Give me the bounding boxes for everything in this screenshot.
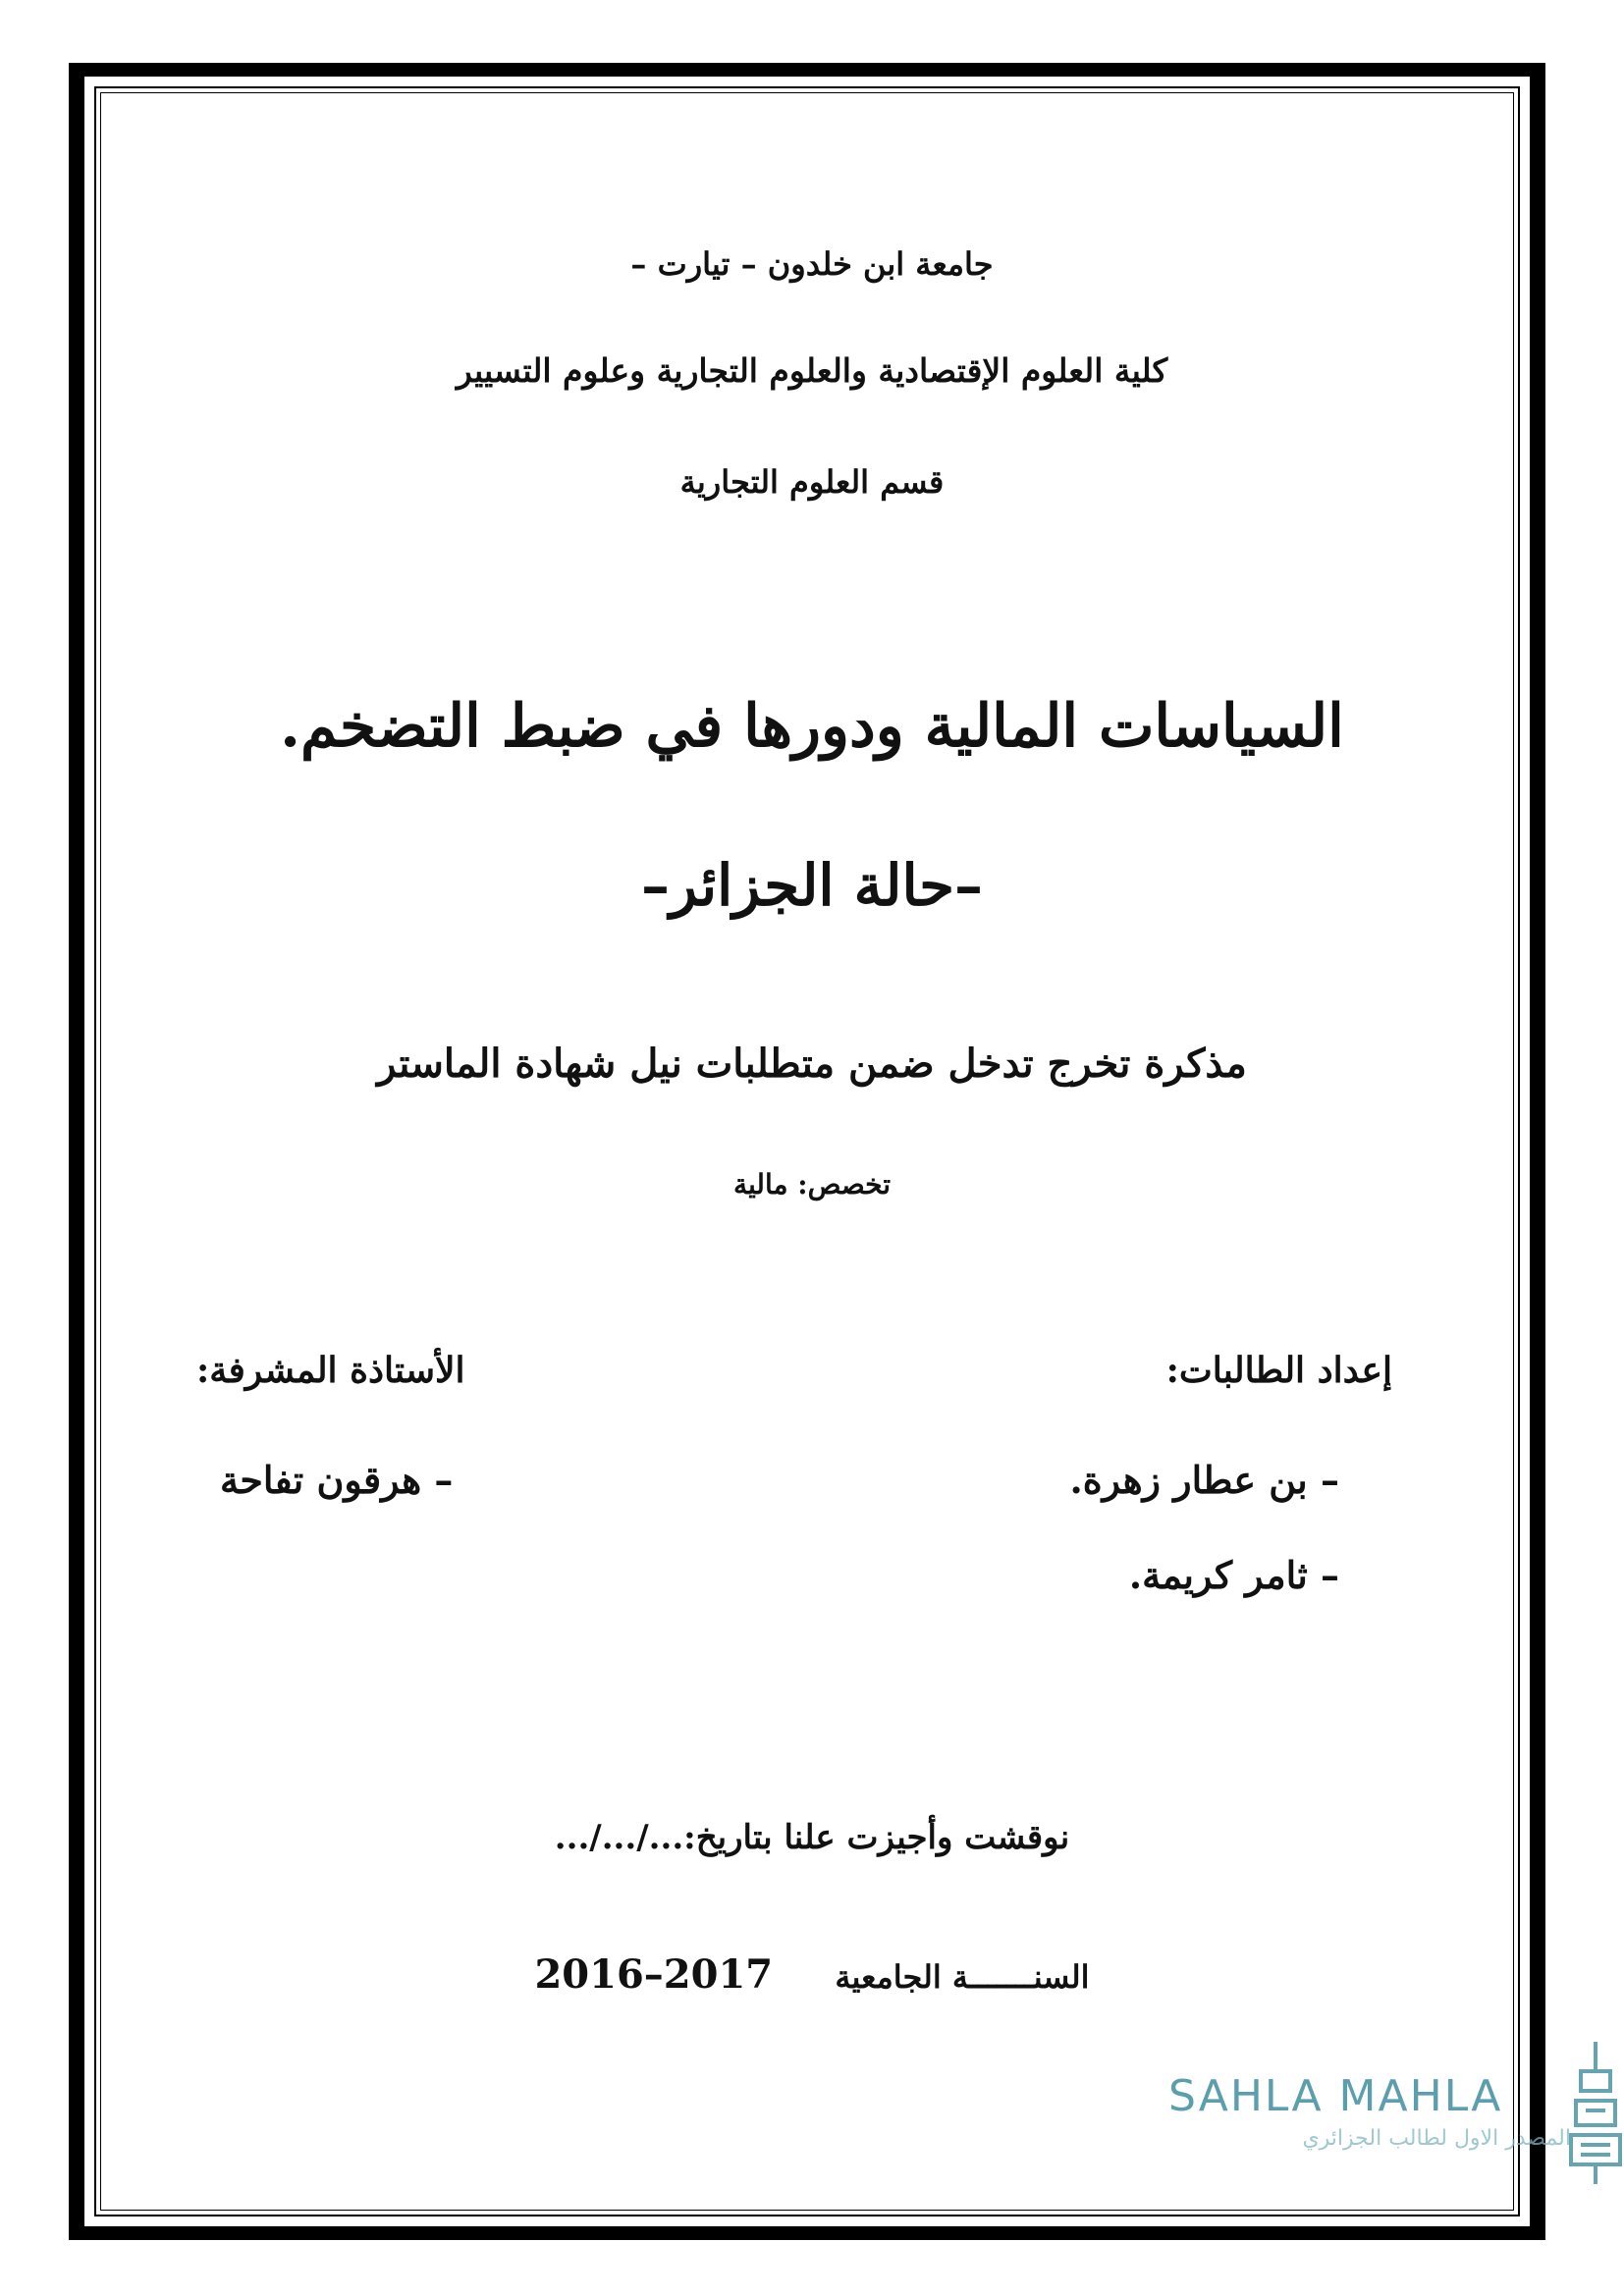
supervisor-heading: الأستاذة المشرفة: xyxy=(196,1350,465,1391)
watermark-tagline: المصدر الاول لطالب الجزائري xyxy=(1302,2126,1571,2151)
department-name: قسم العلوم التجارية xyxy=(679,463,945,501)
thesis-title: السياسات المالية ودورها في ضبط التضخم. xyxy=(280,692,1344,761)
students-heading: إعداد الطالبات: xyxy=(1165,1350,1392,1391)
faculty-name: كلية العلوم الإقتصادية والعلوم التجارية وعلوم التسيير xyxy=(456,351,1168,390)
page-border-inner-thin xyxy=(100,92,1514,2211)
defense-date: نوقشت وأجيزت علنا بتاريخ:.../.../... xyxy=(554,1818,1070,1857)
academic-year xyxy=(0,1951,1624,1998)
academic-year-label: السنـــــــة الجامعية xyxy=(835,1958,1090,1996)
watermark-brand: SAHLA MAHLA xyxy=(1168,2071,1503,2121)
specialty-label: تخصص: مالية xyxy=(732,1168,892,1201)
student-name: – بن عطار زهرة. xyxy=(1069,1458,1339,1502)
thesis-description: مذكرة تخرج تدخل ضمن متطلبات نيل شهادة الماستر xyxy=(377,1041,1247,1087)
watermark xyxy=(1168,2071,1624,2199)
calligraphy-logo-icon xyxy=(1561,2032,1624,2189)
thesis-subtitle: –حالة الجزائر– xyxy=(641,852,983,919)
academic-year-value: 2016–2017 xyxy=(534,1951,774,1998)
student-name: – ثامر كريمة. xyxy=(1128,1553,1339,1597)
university-name: جامعة ابن خلدون – تيارت – xyxy=(630,245,994,283)
supervisor-name: – هرقون تفاحة xyxy=(220,1458,454,1502)
